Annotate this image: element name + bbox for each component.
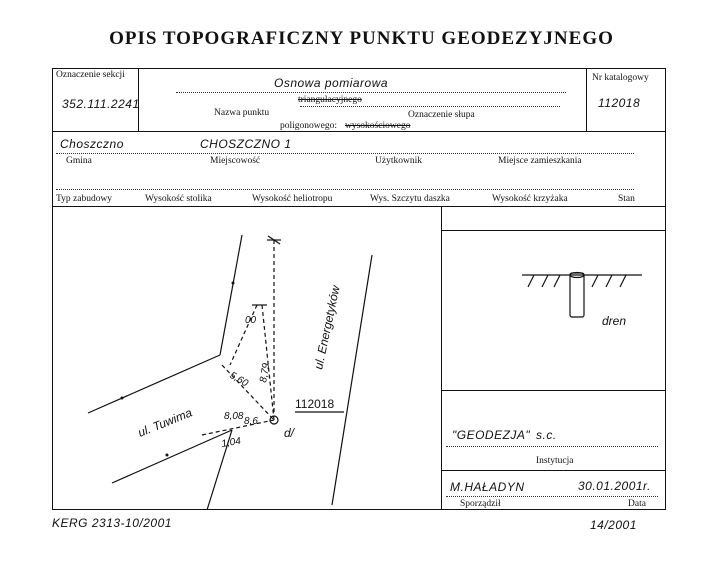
street-right-label: ul. Energetyków (311, 284, 343, 371)
gmina-label: Gmina (66, 156, 92, 166)
section-label: Oznaczenie sekcji (56, 70, 125, 80)
prepared-label: Sporządził (460, 499, 501, 509)
sketch-point-mark: d/ (284, 426, 295, 440)
institution-name: "GEODEZJA" (452, 428, 531, 442)
drain-pipe (570, 273, 584, 317)
sketch-point-number: 112018 (295, 397, 335, 411)
network-value: Osnowa pomiarowa (274, 76, 389, 90)
location-dotline-2 (56, 189, 634, 190)
location-dotline (56, 153, 634, 154)
detail-label: dren (602, 314, 627, 328)
pillar-struck: wysokościowego (345, 121, 411, 131)
measurement-6: 00 (245, 315, 257, 326)
location-sketch (52, 205, 666, 510)
network-struck: triangulacyjnego (298, 95, 362, 105)
state-label: Stan (618, 194, 635, 204)
construction-type-label: Typ zabudowy (56, 194, 113, 204)
page-title: OPIS TOPOGRAFICZNY PUNKTU GEODEZYJNEGO (109, 28, 614, 49)
user-label: Użytkownik (375, 156, 422, 166)
date-label: Data (628, 499, 646, 509)
residence-label: Miejsce zamieszkania (498, 156, 582, 166)
section-value: 352.111.2241 (62, 97, 140, 111)
pillar-label: Oznaczenie słupa (408, 110, 475, 120)
catalog-box-divider (586, 68, 587, 131)
institution-suffix: s.c. (536, 428, 557, 442)
measure-line-bottom (202, 420, 274, 435)
point-name-label: Nazwa punktu (214, 108, 270, 118)
town-label: Miejscowość (210, 156, 261, 166)
measurement-4: 8,6 (244, 416, 258, 427)
prepared-name: M.HAŁADYN (450, 480, 525, 494)
street-left-label: ul. Tuwima (135, 405, 195, 440)
catalog-label: Nr katalogowy (592, 73, 649, 83)
point-name-dotline (300, 106, 560, 107)
cross-height-label: Wysokość krzyżaka (492, 194, 568, 204)
measurement-2: 8,79 (258, 362, 273, 384)
measure-line-short (230, 305, 257, 365)
measurement-5: 1,04 (220, 435, 242, 450)
street-edge-upper-left (88, 355, 220, 413)
heliotrope-height-label: Wysokość heliotropu (252, 194, 333, 204)
gmina-value: Choszczno (60, 137, 124, 151)
street-edge-upper (220, 235, 242, 355)
table-height-label: Wysokość stolika (145, 194, 212, 204)
footer-left: KERG 2313-10/2001 (52, 516, 172, 530)
measure-line-diagonal (262, 305, 274, 420)
measurement-3: 8,08 (224, 411, 244, 422)
measurement-1: 5,60 (227, 370, 250, 390)
street-edge-lower-left (112, 430, 232, 483)
town-value: CHOSZCZNO 1 (200, 137, 292, 151)
footer-right: 14/2001 (590, 518, 637, 532)
network-dotline (176, 92, 566, 93)
catalog-value: 112018 (598, 96, 641, 110)
header-bottom-line (52, 131, 666, 132)
roof-height-label: Wys. Szczytu daszka (370, 194, 450, 204)
institution-label: Instytucja (536, 456, 574, 466)
prepared-date: 30.01.2001r. (578, 479, 651, 493)
pillar-suffix: poligonowego: (280, 121, 337, 131)
